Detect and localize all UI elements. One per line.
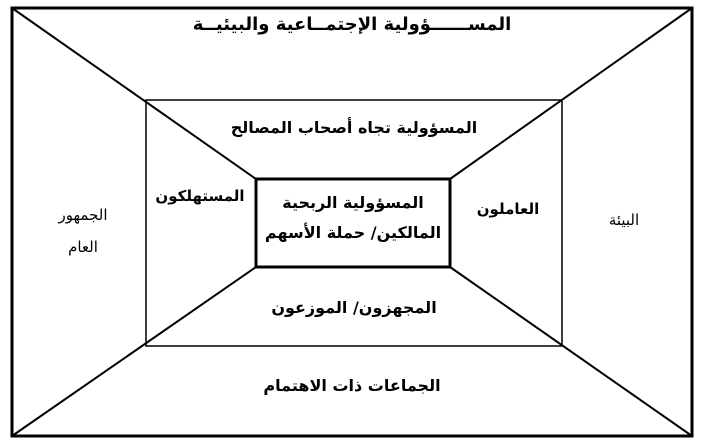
core-line-shareholders: المالكين/ حملة الأسهم: [264, 222, 442, 242]
suppliers-distributors-label: المجهزون/ الموزعون: [271, 298, 437, 317]
diagram-title: المســــــؤولية الإجتمــاعية والبيئيــة: [192, 14, 512, 35]
general-public-line2: العام: [68, 237, 98, 256]
environment-label: البيئة: [608, 211, 640, 229]
core-profit-responsibility: [256, 188, 450, 247]
employees-label: العاملون: [476, 200, 540, 218]
stakeholder-responsibility-label: المسؤولية تجاه أصحاب المصالح: [230, 118, 478, 137]
core-line-profit: المسؤولية الربحية: [282, 193, 424, 212]
connector-bottom-right: [450, 267, 692, 436]
general-public-line1: الجمهور: [58, 206, 108, 224]
connector-bottom-left: [12, 267, 256, 436]
interest-groups-label: الجماعات ذات الاهتمام: [263, 376, 441, 395]
consumers-label: المستهلكون: [155, 187, 245, 205]
general-public-label: [20, 200, 146, 263]
